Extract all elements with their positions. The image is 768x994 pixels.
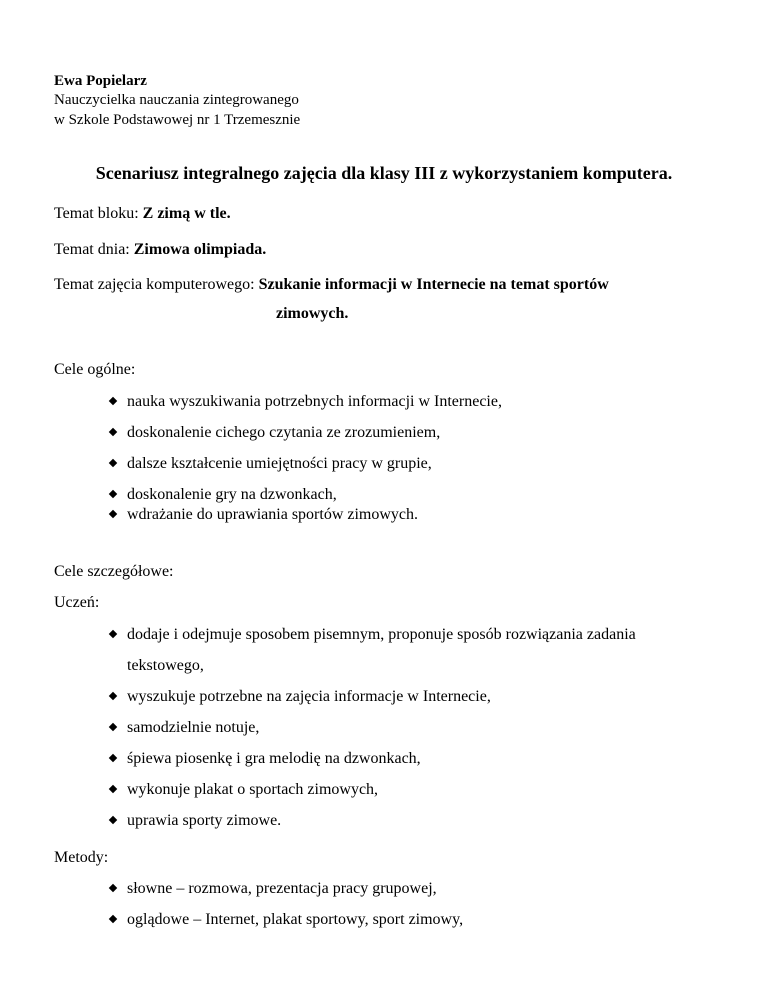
list-item: wdrażanie do uprawiania sportów zimowych. [110, 506, 418, 524]
diamond-bullet-icon [109, 816, 117, 824]
list-item: oglądowe – Internet, plakat sportowy, sport zimowy, [110, 911, 463, 929]
list-item: wykonuje plakat o sportach zimowych, [110, 781, 378, 799]
list-item: nauka wyszukiwania potrzebnych informacji w Internecie, [110, 393, 502, 411]
list-item: samodzielnie notuje, [110, 719, 259, 737]
diamond-bullet-icon [109, 630, 117, 638]
list-item: uprawia sporty zimowe. [110, 812, 281, 830]
diamond-bullet-icon [109, 490, 117, 498]
diamond-bullet-icon [109, 428, 117, 436]
document-title: Scenariusz integralnego zajęcia dla klasy III z wykorzystaniem komputera. [95, 163, 673, 183]
day-topic-value: Zimowa olimpiada. [133, 241, 267, 258]
diamond-bullet-icon [109, 785, 117, 793]
block-topic [54, 205, 231, 223]
list-item: wyszukuje potrzebne na zajęcia informacje w Internecie, [110, 688, 491, 706]
computer-topic-label: Temat zajęcia komputerowego: [54, 276, 259, 293]
block-topic-value: Z zimą w tle. [142, 205, 231, 222]
list-item: śpiewa piosenkę i gra melodię na dzwonkach, [110, 750, 421, 768]
diamond-bullet-icon [109, 459, 117, 467]
diamond-bullet-icon [109, 723, 117, 731]
list-item: dalsze kształcenie umiejętności pracy w grupie, [110, 455, 432, 473]
diamond-bullet-icon [109, 884, 117, 892]
diamond-bullet-icon [109, 692, 117, 700]
diamond-bullet-icon [109, 915, 117, 923]
block-topic-label: Temat bloku: [54, 205, 143, 222]
diamond-bullet-icon [109, 510, 117, 518]
day-topic-label: Temat dnia: [54, 241, 134, 258]
day-topic [54, 241, 266, 259]
computer-topic-continuation: zimowych. [276, 305, 349, 322]
general-goals-heading: Cele ogólne: [54, 361, 136, 378]
list-item: doskonalenie cichego czytania ze zrozumieniem, [110, 424, 440, 442]
list-item-continuation: tekstowego, [127, 657, 204, 674]
author-position: Nauczycielka nauczania zintegrowanego [54, 92, 299, 108]
author-school: w Szkole Podstawowej nr 1 Trzemesznie [54, 112, 301, 128]
methods-heading: Metody: [54, 849, 109, 866]
list-item: słowne – rozmowa, prezentacja pracy grupowej, [110, 880, 437, 898]
list-item: doskonalenie gry na dzwonkach, [110, 486, 337, 504]
detailed-goals-heading: Cele szczegółowe: [54, 563, 174, 580]
diamond-bullet-icon [109, 397, 117, 405]
computer-topic [54, 276, 609, 294]
diamond-bullet-icon [109, 754, 117, 762]
author-name: Ewa Popielarz [54, 73, 147, 89]
detailed-goals-subheading: Uczeń: [54, 594, 100, 611]
computer-topic-value: Szukanie informacji w Internecie na temat sportów [258, 276, 609, 293]
list-item: dodaje i odejmuje sposobem pisemnym, proponuje sposób rozwiązania zadania [110, 626, 636, 644]
